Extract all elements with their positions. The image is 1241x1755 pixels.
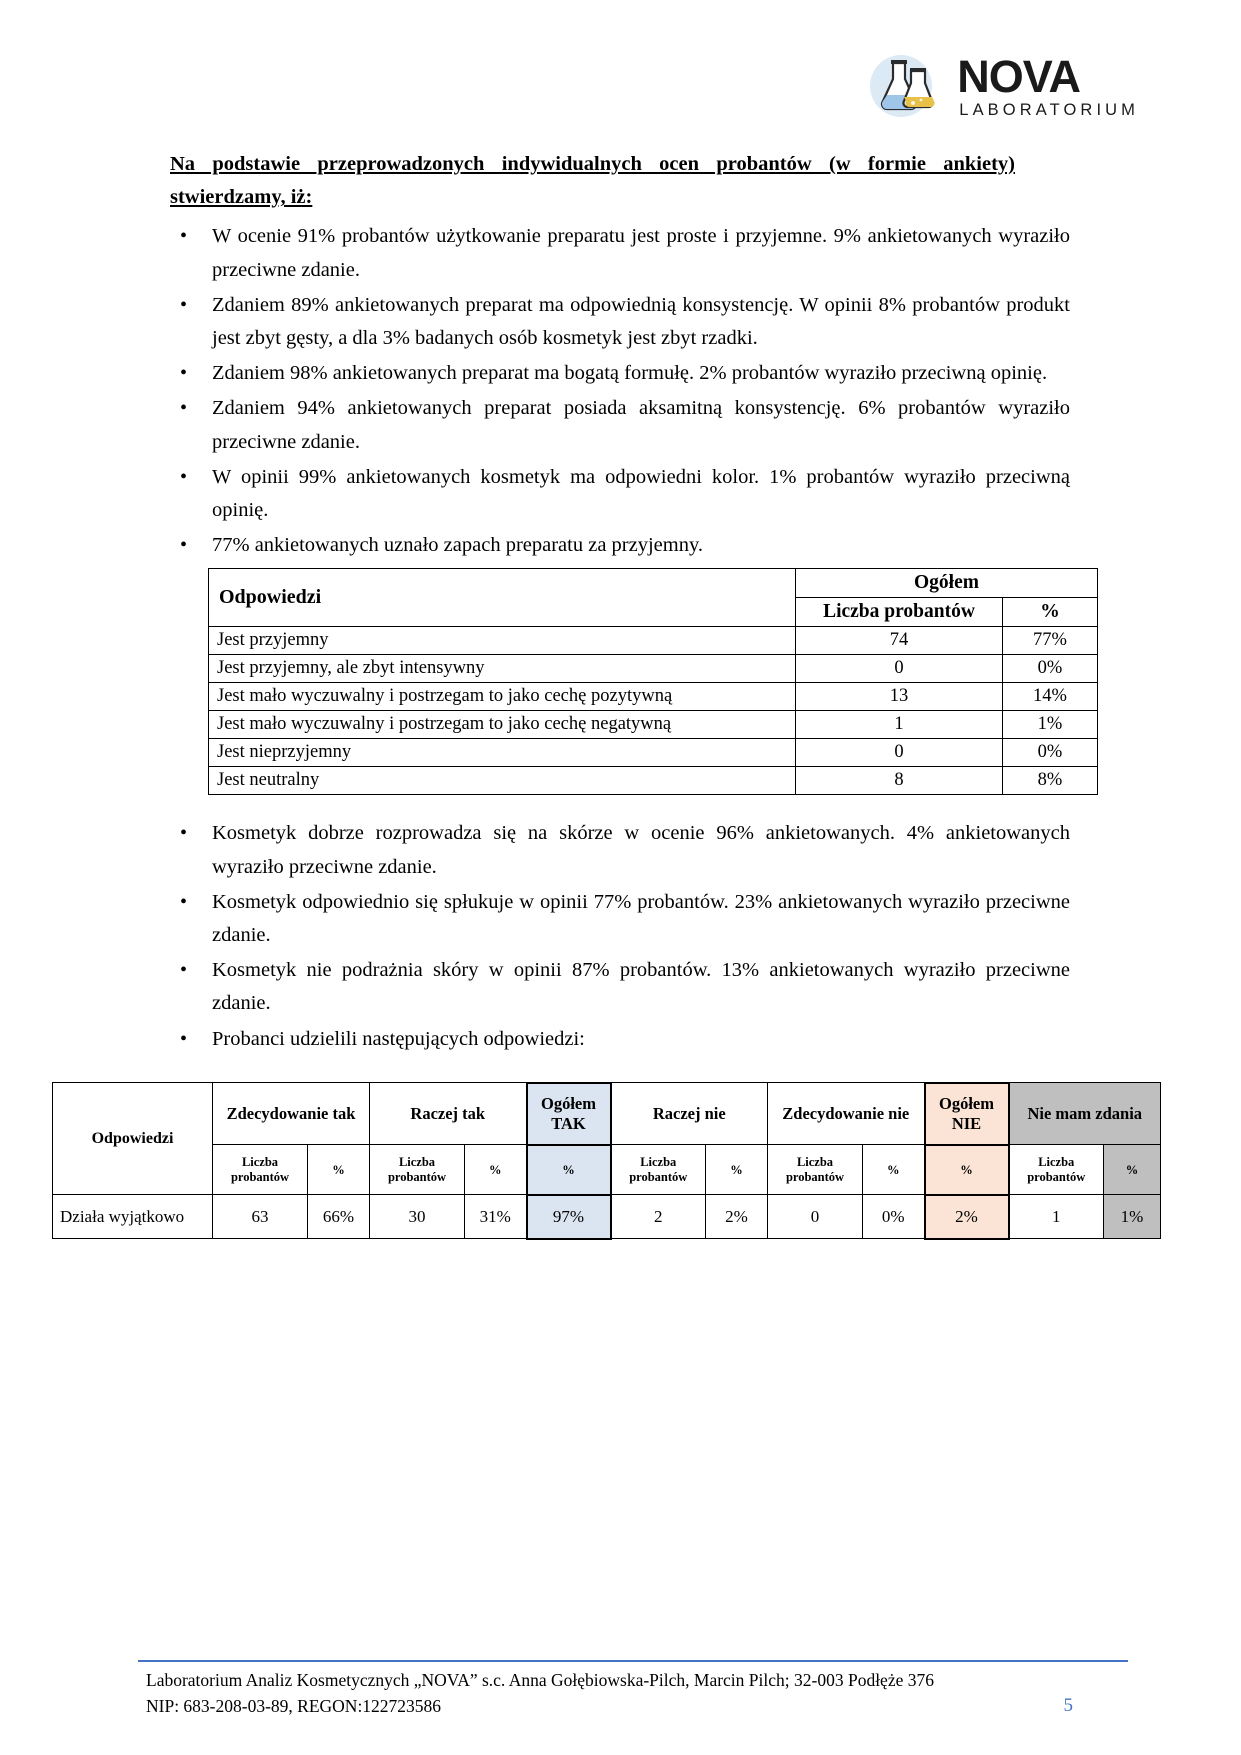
table-row [209, 711, 1098, 739]
table-cell-percent: 0% [1003, 655, 1098, 683]
table-cell-value: 1 [1009, 1195, 1104, 1239]
table-cell-value-ogolem-tak: 97% [527, 1195, 611, 1239]
table-header-row [53, 1083, 1161, 1145]
table-subheader-percent: % [465, 1145, 527, 1195]
table-subheader-percent: % [863, 1145, 925, 1195]
table-row [209, 627, 1098, 655]
table-subheader-percent: % [706, 1145, 768, 1195]
table-header-group-nie-mam-zdania: Nie mam zdania [1009, 1083, 1161, 1145]
table-cell-percent: 8% [1003, 767, 1098, 795]
list-item: • Kosmetyk odpowiednio się spłukuje w opinii 77% probantów. 23% ankietowanych wyraziło przeciwne zdanie. [170, 886, 1070, 952]
footer-line-2: NIP: 683-208-03-89, REGON:122723586 [146, 1695, 442, 1716]
table-cell-count: 74 [796, 627, 1003, 655]
table-header-ogolem: Ogółem [796, 569, 1098, 598]
nova-logo [867, 51, 1139, 121]
table-cell-value: 2% [706, 1195, 768, 1239]
table-subheader-percent-ogolem-tak: % [527, 1145, 611, 1195]
table-subheader-count: Liczba probantów [768, 1145, 863, 1195]
table-cell-count: 0 [796, 739, 1003, 767]
table-cell-count: 13 [796, 683, 1003, 711]
table-row [53, 1195, 1161, 1239]
table-subheader-row [53, 1145, 1161, 1195]
list-item: • Zdaniem 98% ankietowanych preparat ma bogatą formułę. 2% probantów wyraziło przeciwną opinię. [170, 357, 1070, 390]
footer-divider [138, 1660, 1128, 1662]
table-cell-value: 63 [213, 1195, 308, 1239]
findings-list-top [170, 220, 1070, 562]
header-logo-area [60, 40, 1181, 132]
table-subheader-percent: % [1003, 598, 1098, 627]
table-header-row [209, 569, 1098, 598]
table-cell-value: 0 [768, 1195, 863, 1239]
table-cell-label: Jest mało wyczuwalny i postrzegam to jako cechę pozytywną [209, 683, 796, 711]
table-header-group-zdecydowanie-tak: Zdecydowanie tak [213, 1083, 370, 1145]
responses-table [52, 1082, 1161, 1240]
table-header-group-raczej-nie: Raczej nie [611, 1083, 768, 1145]
fragrance-results-table-wrap [208, 568, 1098, 795]
table-cell-label: Jest mało wyczuwalny i postrzegam to jako cechę negatywną [209, 711, 796, 739]
table-header-group-zdecydowanie-nie: Zdecydowanie nie [768, 1083, 925, 1145]
table-header-group-ogolem-tak: Ogółem TAK [527, 1083, 611, 1145]
table-subheader-count: Liczba probantów [1009, 1145, 1104, 1195]
table-row [209, 767, 1098, 795]
table-cell-value: 30 [370, 1195, 465, 1239]
page-title-text: Na podstawie przeprowadzonych indywidualnych ocen probantów (w formie ankiety) stwierdzamy, iż [170, 153, 1015, 209]
table-cell-label: Jest przyjemny, ale zbyt intensywny [209, 655, 796, 683]
table-subheader-percent-ogolem-nie: % [925, 1145, 1009, 1195]
page-title-colon: : [305, 186, 313, 209]
table-subheader-percent: % [1104, 1145, 1161, 1195]
logo-wordmark [957, 50, 1139, 119]
table-subheader-count: Liczba probantów [370, 1145, 465, 1195]
table-subheader-count: Liczba probantów [796, 598, 1003, 627]
table-cell-percent: 14% [1003, 683, 1098, 711]
table-cell-value: 2 [611, 1195, 706, 1239]
table-cell-value: 0% [863, 1195, 925, 1239]
table-cell-percent: 0% [1003, 739, 1098, 767]
responses-table-wrap [52, 1082, 1160, 1240]
table-row [209, 739, 1098, 767]
list-item: • Probanci udzielili następujących odpowiedzi: [170, 1023, 1070, 1056]
table-subheader-percent: % [308, 1145, 370, 1195]
logo-name: NOVA [957, 50, 1080, 102]
table-subheader-count: Liczba probantów [213, 1145, 308, 1195]
laboratory-flasks-icon [867, 51, 943, 121]
list-item: • Zdaniem 94% ankietowanych preparat posiada aksamitną konsystencję. 6% probantów wyraziło przeciwne zdanie. [170, 392, 1070, 458]
table-cell-value: 66% [308, 1195, 370, 1239]
table-cell-value: 1% [1104, 1195, 1161, 1239]
table-cell-label: Jest przyjemny [209, 627, 796, 655]
table-header-group-ogolem-nie: Ogółem NIE [925, 1083, 1009, 1145]
list-item: • W ocenie 91% probantów użytkowanie preparatu jest proste i przyjemne. 9% ankietowanych wyraziło przeciwne zdanie. [170, 220, 1070, 286]
table-cell-count: 0 [796, 655, 1003, 683]
fragrance-results-table [208, 568, 1098, 795]
logo-subtitle: LABORATORIUM [959, 100, 1139, 119]
table-cell-percent: 77% [1003, 627, 1098, 655]
page-number: 5 [1063, 1695, 1073, 1716]
table-cell-label: Jest nieprzyjemny [209, 739, 796, 767]
list-item: • Kosmetyk dobrze rozprowadza się na skórze w ocenie 96% ankietowanych. 4% ankietowanych wyraziło przeciwne zdanie. [170, 817, 1070, 883]
table-row [209, 655, 1098, 683]
table-header-group-raczej-tak: Raczej tak [370, 1083, 527, 1145]
list-item: • 77% ankietowanych uznało zapach preparatu za przyjemny. [170, 529, 1070, 562]
table-cell-value: 31% [465, 1195, 527, 1239]
list-item: • Zdaniem 89% ankietowanych preparat ma odpowiednią konsystencję. W opinii 8% probantów produkt jest zbyt gęsty, a dla 3% badanych osób kosmetyk jest zbyt rzadki. [170, 289, 1070, 355]
table-row [209, 683, 1098, 711]
table-cell-count: 1 [796, 711, 1003, 739]
table-cell-value-ogolem-nie: 2% [925, 1195, 1009, 1239]
list-item: • W opinii 99% ankietowanych kosmetyk ma odpowiedni kolor. 1% probantów wyraziło przeciwną opinię. [170, 461, 1070, 527]
findings-list-bottom [170, 817, 1070, 1055]
table-subheader-count: Liczba probantów [611, 1145, 706, 1195]
footer-line-1: Laboratorium Analiz Kosmetycznych „NOVA” s.c. Anna Gołębiowska-Pilch, Marcin Pilch; 32-003 Podłęże 376 [146, 1670, 934, 1691]
table-header-odpowiedzi: Odpowiedzi [209, 569, 796, 627]
page-footer [60, 1660, 1181, 1719]
table-cell-label: Jest neutralny [209, 767, 796, 795]
table-cell-count: 8 [796, 767, 1003, 795]
page-title [170, 148, 1015, 214]
table-cell-label: Działa wyjątkowo [53, 1195, 213, 1239]
table-cell-percent: 1% [1003, 711, 1098, 739]
table-header-odpowiedzi: Odpowiedzi [53, 1083, 213, 1195]
list-item: • Kosmetyk nie podrażnia skóry w opinii 87% probantów. 13% ankietowanych wyraziło przeciwne zdanie. [170, 954, 1070, 1020]
